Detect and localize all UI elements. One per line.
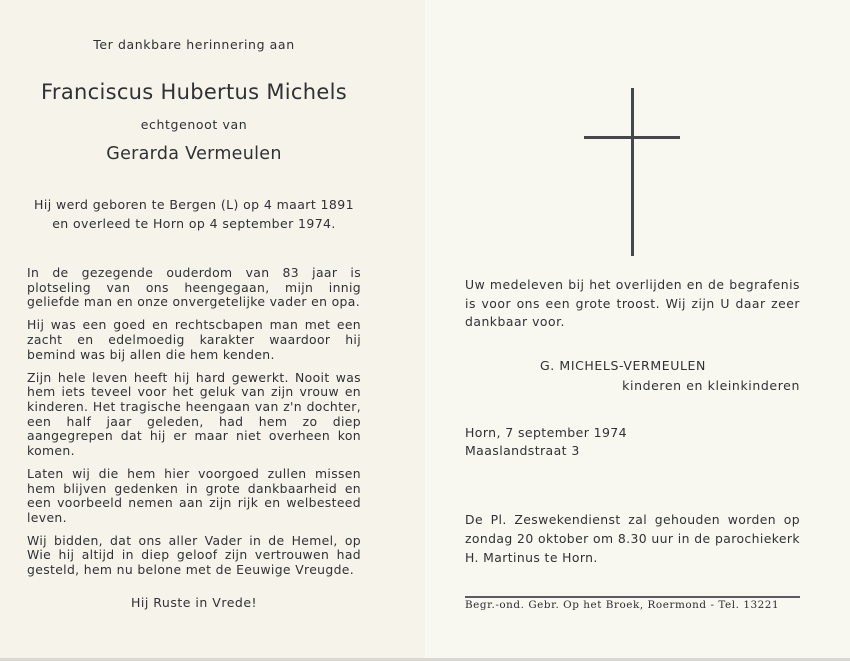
paragraph: Zijn hele leven heeft hij hard gewerkt. Nooit was hem iets teveel voor het geluk van zijn vrouw en kinderen. Het tragische heengaan van z'n dochter, een half jaar geleden, had hem zo diep aangegrepen dat hij er maar niet overheen kon komen. [27,369,361,458]
family-subtitle: kinderen en kleinkinderen [622,378,800,393]
family-name: G. MICHELS-VERMEULEN [540,358,706,373]
memorial-text [27,266,361,586]
thanks-text: Uw medeleven bij het overlijden en de begrafenis is voor ons een grote troost. Wij zijn U daar zeer dankbaar voor. [465,277,800,329]
service-announcement: De Pl. Zeswekendienst zal gehouden worden op zondag 20 oktober om 8.30 uur in de parochiekerk H. Martinus te Horn. [465,512,800,565]
closing-line: Hij Ruste in Vrede! [130,595,258,610]
paragraph: Laten wij die hem hier voorgoed zullen missen hem blijven gedenken in grote dankbaarheid en een voorbeeld nemen aan zijn rijk en welbesteed leven. [27,465,361,525]
cross-vertical-bar [631,88,634,256]
cross-horizontal-bar [584,136,680,139]
paragraph: Wij bidden, dat ons aller Vader in de Hemel, op Wie hij altijd in diep geloof zijn vertrouwen had gesteld, hem nu belone met de Eeuwige Vreugde. [27,532,361,578]
paragraph: Hij was een goed en rechtscbapen man met een zacht en edelmoedig karakter waardoor hij bemind was bij allen die hem kenden. [27,317,361,362]
deceased-name: Franciscus Hubertus Michels [41,80,347,104]
spouse-name: Gerarda Vermeulen [106,144,282,164]
address: Maaslandstraat 3 [465,443,580,458]
intro-line: Ter dankbare herinnering aan [93,37,295,52]
spouse-label: echtgenoot van [140,117,248,132]
place-date: Horn, 7 september 1974 [465,425,628,440]
footer-divider [465,596,800,598]
birth-line: Hij werd geboren te Bergen (L) op 4 maart 1891 [34,197,354,212]
death-line: en overleed te Horn op 4 september 1974. [52,216,336,231]
paragraph: In de gezegende ouderdom van 83 jaar is plotseling van ons heengegaan, mijn innig geliefde man en onze onvergetelijke vader en opa. [27,265,361,310]
place-date-block [465,424,627,460]
undertaker-footer: Begr.-ond. Gebr. Op het Broek, Roermond - Tel. 13221 [465,599,780,611]
life-dates [27,195,361,233]
left-panel [0,0,425,658]
